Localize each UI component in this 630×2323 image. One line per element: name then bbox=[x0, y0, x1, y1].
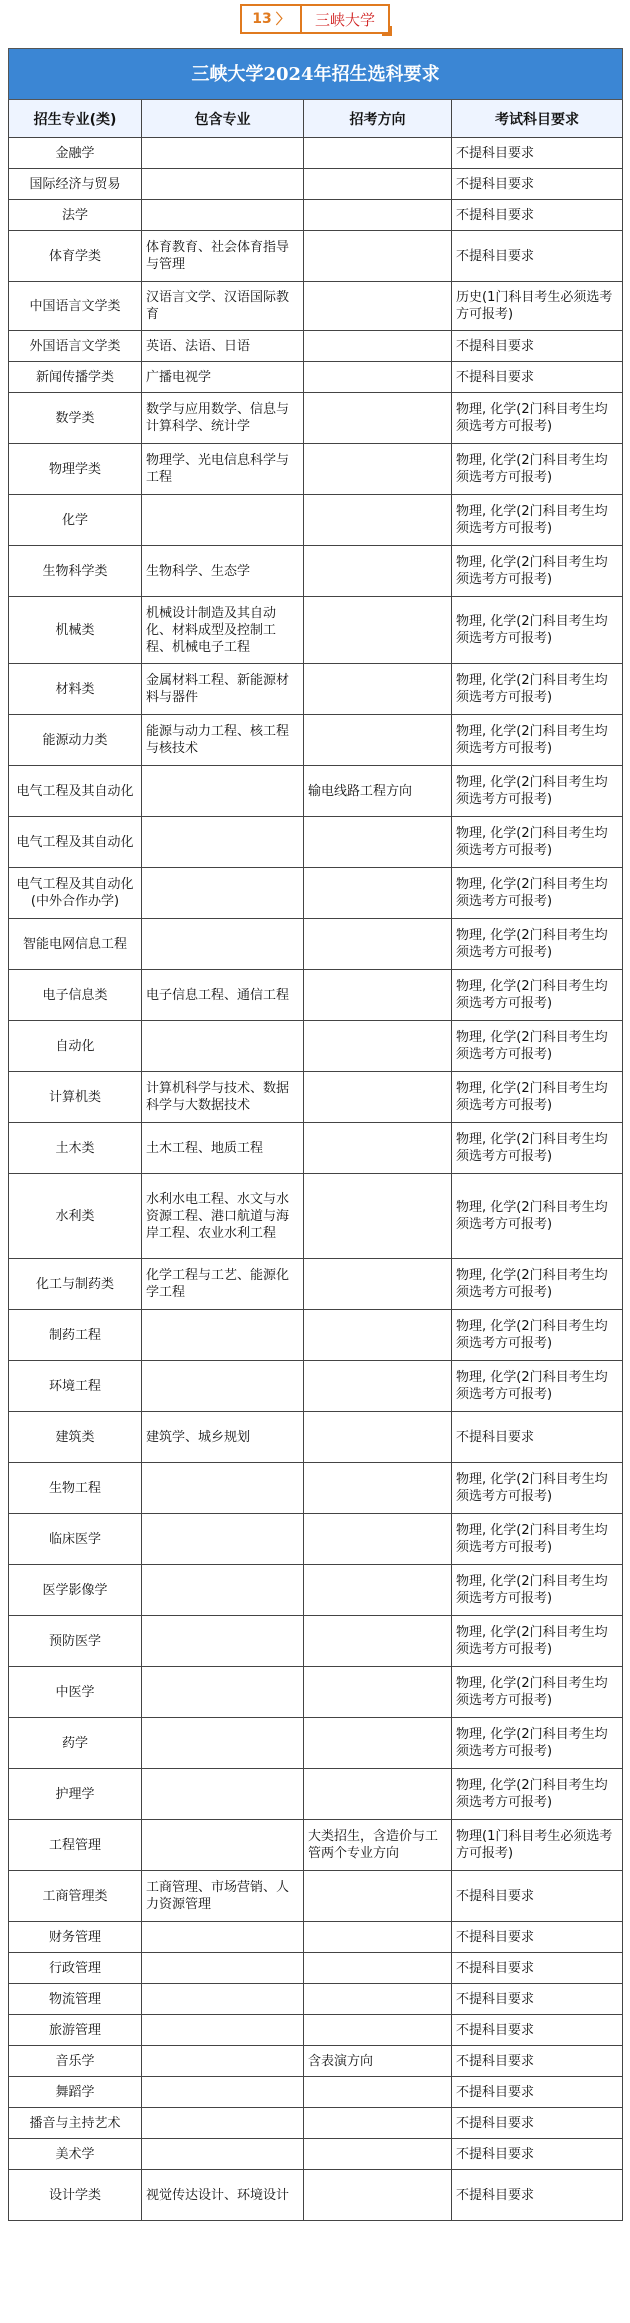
cell-requirement: 不提科目要求 bbox=[452, 2108, 623, 2139]
cell-direction bbox=[304, 331, 452, 362]
cell-includes: 视觉传达设计、环境设计 bbox=[142, 2170, 304, 2221]
table-row bbox=[9, 1922, 623, 1953]
cell-direction bbox=[304, 282, 452, 331]
cell-direction bbox=[304, 1565, 452, 1616]
cell-direction bbox=[304, 1412, 452, 1463]
cell-requirement: 物理, 化学(2门科目考生均须选考方可报考) bbox=[452, 546, 623, 597]
cell-requirement: 物理, 化学(2门科目考生均须选考方可报考) bbox=[452, 597, 623, 664]
cell-major: 医学影像学 bbox=[9, 1565, 142, 1616]
column-header-direction: 招考方向 bbox=[304, 100, 452, 138]
cell-major: 化工与制药类 bbox=[9, 1259, 142, 1310]
cell-direction bbox=[304, 2077, 452, 2108]
table-title: 三峡大学2024年招生选科要求 bbox=[9, 49, 623, 100]
cell-major: 物流管理 bbox=[9, 1984, 142, 2015]
cell-requirement: 不提科目要求 bbox=[452, 2015, 623, 2046]
table-row bbox=[9, 766, 623, 817]
table-body bbox=[9, 138, 623, 2221]
cell-major: 新闻传播学类 bbox=[9, 362, 142, 393]
cell-major: 水利类 bbox=[9, 1174, 142, 1259]
cell-direction bbox=[304, 919, 452, 970]
cell-includes bbox=[142, 1616, 304, 1667]
table-row bbox=[9, 1310, 623, 1361]
cell-direction bbox=[304, 444, 452, 495]
cell-requirement: 物理, 化学(2门科目考生均须选考方可报考) bbox=[452, 919, 623, 970]
cell-major: 法学 bbox=[9, 200, 142, 231]
cell-requirement: 物理, 化学(2门科目考生均须选考方可报考) bbox=[452, 1072, 623, 1123]
cell-direction bbox=[304, 362, 452, 393]
table-row bbox=[9, 2139, 623, 2170]
cell-major: 电子信息类 bbox=[9, 970, 142, 1021]
cell-requirement: 物理, 化学(2门科目考生均须选考方可报考) bbox=[452, 1616, 623, 1667]
table-row bbox=[9, 1361, 623, 1412]
cell-requirement: 物理, 化学(2门科目考生均须选考方可报考) bbox=[452, 1259, 623, 1310]
cell-direction bbox=[304, 1123, 452, 1174]
table-row bbox=[9, 444, 623, 495]
cell-requirement: 物理, 化学(2门科目考生均须选考方可报考) bbox=[452, 444, 623, 495]
cell-requirement: 不提科目要求 bbox=[452, 2170, 623, 2221]
cell-includes: 化学工程与工艺、能源化学工程 bbox=[142, 1259, 304, 1310]
cell-requirement: 物理, 化学(2门科目考生均须选考方可报考) bbox=[452, 1718, 623, 1769]
cell-direction bbox=[304, 1259, 452, 1310]
table-row bbox=[9, 1820, 623, 1871]
cell-direction bbox=[304, 200, 452, 231]
cell-includes bbox=[142, 1984, 304, 2015]
table-row bbox=[9, 919, 623, 970]
cell-major: 临床医学 bbox=[9, 1514, 142, 1565]
cell-requirement: 物理, 化学(2门科目考生均须选考方可报考) bbox=[452, 817, 623, 868]
cell-includes bbox=[142, 200, 304, 231]
table-row bbox=[9, 231, 623, 282]
cell-major: 护理学 bbox=[9, 1769, 142, 1820]
table-row bbox=[9, 1072, 623, 1123]
cell-requirement: 物理, 化学(2门科目考生均须选考方可报考) bbox=[452, 1769, 623, 1820]
cell-major: 自动化 bbox=[9, 1021, 142, 1072]
cell-major: 设计学类 bbox=[9, 2170, 142, 2221]
cell-requirement: 历史(1门科目考生必须选考方可报考) bbox=[452, 282, 623, 331]
cell-requirement: 不提科目要求 bbox=[452, 1984, 623, 2015]
cell-includes bbox=[142, 1514, 304, 1565]
cell-major: 建筑类 bbox=[9, 1412, 142, 1463]
table-row bbox=[9, 715, 623, 766]
cell-includes bbox=[142, 2108, 304, 2139]
cell-includes: 金属材料工程、新能源材料与器件 bbox=[142, 664, 304, 715]
table-row bbox=[9, 546, 623, 597]
cell-requirement: 不提科目要求 bbox=[452, 138, 623, 169]
cell-requirement: 物理, 化学(2门科目考生均须选考方可报考) bbox=[452, 393, 623, 444]
cell-direction bbox=[304, 138, 452, 169]
cell-requirement: 物理, 化学(2门科目考生均须选考方可报考) bbox=[452, 1565, 623, 1616]
cell-major: 化学 bbox=[9, 495, 142, 546]
cell-requirement: 物理, 化学(2门科目考生均须选考方可报考) bbox=[452, 1123, 623, 1174]
cell-requirement: 物理, 化学(2门科目考生均须选考方可报考) bbox=[452, 715, 623, 766]
table-row bbox=[9, 2108, 623, 2139]
cell-major: 中国语言文学类 bbox=[9, 282, 142, 331]
cell-direction bbox=[304, 1361, 452, 1412]
cell-requirement: 不提科目要求 bbox=[452, 200, 623, 231]
cell-requirement: 物理, 化学(2门科目考生均须选考方可报考) bbox=[452, 1361, 623, 1412]
cell-includes: 计算机科学与技术、数据科学与大数据技术 bbox=[142, 1072, 304, 1123]
cell-direction bbox=[304, 817, 452, 868]
cell-requirement: 物理, 化学(2门科目考生均须选考方可报考) bbox=[452, 1463, 623, 1514]
table-row bbox=[9, 1259, 623, 1310]
cell-includes bbox=[142, 2139, 304, 2170]
cell-direction bbox=[304, 2139, 452, 2170]
cell-major: 土木类 bbox=[9, 1123, 142, 1174]
table-row bbox=[9, 1123, 623, 1174]
table-row bbox=[9, 362, 623, 393]
table-row bbox=[9, 282, 623, 331]
table-row bbox=[9, 169, 623, 200]
table-row bbox=[9, 1412, 623, 1463]
cell-major: 环境工程 bbox=[9, 1361, 142, 1412]
cell-includes bbox=[142, 1361, 304, 1412]
cell-requirement: 物理, 化学(2门科目考生均须选考方可报考) bbox=[452, 970, 623, 1021]
cell-direction bbox=[304, 1021, 452, 1072]
cell-includes bbox=[142, 2046, 304, 2077]
chevron-right-icon: 〉 bbox=[275, 12, 290, 28]
table-row bbox=[9, 495, 623, 546]
cell-direction bbox=[304, 1984, 452, 2015]
cell-direction: 含表演方向 bbox=[304, 2046, 452, 2077]
cell-includes: 数学与应用数学、信息与计算科学、统计学 bbox=[142, 393, 304, 444]
table-row bbox=[9, 1984, 623, 2015]
table-row bbox=[9, 1565, 623, 1616]
cell-includes bbox=[142, 2015, 304, 2046]
cell-major: 美术学 bbox=[9, 2139, 142, 2170]
table-row bbox=[9, 597, 623, 664]
cell-includes: 机械设计制造及其自动化、材料成型及控制工程、机械电子工程 bbox=[142, 597, 304, 664]
cell-includes bbox=[142, 1953, 304, 1984]
cell-major: 播音与主持艺术 bbox=[9, 2108, 142, 2139]
cell-requirement: 不提科目要求 bbox=[452, 1953, 623, 1984]
cell-includes: 物理学、光电信息科学与工程 bbox=[142, 444, 304, 495]
cell-requirement: 不提科目要求 bbox=[452, 2046, 623, 2077]
table-row bbox=[9, 1769, 623, 1820]
cell-includes: 广播电视学 bbox=[142, 362, 304, 393]
cell-major: 音乐学 bbox=[9, 2046, 142, 2077]
cell-requirement: 不提科目要求 bbox=[452, 2139, 623, 2170]
cell-requirement: 物理, 化学(2门科目考生均须选考方可报考) bbox=[452, 664, 623, 715]
cell-includes: 土木工程、地质工程 bbox=[142, 1123, 304, 1174]
table-row bbox=[9, 1953, 623, 1984]
cell-direction bbox=[304, 1310, 452, 1361]
cell-major: 能源动力类 bbox=[9, 715, 142, 766]
cell-includes: 建筑学、城乡规划 bbox=[142, 1412, 304, 1463]
cell-includes bbox=[142, 868, 304, 919]
cell-major: 机械类 bbox=[9, 597, 142, 664]
cell-requirement: 不提科目要求 bbox=[452, 331, 623, 362]
cell-includes bbox=[142, 2077, 304, 2108]
cell-direction bbox=[304, 2108, 452, 2139]
cell-includes bbox=[142, 1922, 304, 1953]
cell-major: 材料类 bbox=[9, 664, 142, 715]
cell-includes bbox=[142, 169, 304, 200]
badge-number bbox=[240, 4, 302, 34]
cell-requirement: 物理, 化学(2门科目考生均须选考方可报考) bbox=[452, 1514, 623, 1565]
cell-major: 中医学 bbox=[9, 1667, 142, 1718]
table-row bbox=[9, 1718, 623, 1769]
cell-direction bbox=[304, 1463, 452, 1514]
cell-includes: 水利水电工程、水文与水资源工程、港口航道与海岸工程、农业水利工程 bbox=[142, 1174, 304, 1259]
cell-requirement: 不提科目要求 bbox=[452, 2077, 623, 2108]
cell-major: 舞蹈学 bbox=[9, 2077, 142, 2108]
cell-direction bbox=[304, 597, 452, 664]
cell-includes bbox=[142, 1463, 304, 1514]
cell-major: 外国语言文学类 bbox=[9, 331, 142, 362]
cell-major: 体育学类 bbox=[9, 231, 142, 282]
cell-direction bbox=[304, 1514, 452, 1565]
cell-direction bbox=[304, 1174, 452, 1259]
cell-direction bbox=[304, 664, 452, 715]
table-row bbox=[9, 1463, 623, 1514]
cell-requirement: 物理, 化学(2门科目考生均须选考方可报考) bbox=[452, 1021, 623, 1072]
requirements-table-wrapper bbox=[8, 48, 622, 2221]
cell-requirement: 物理(1门科目考生必须选考方可报考) bbox=[452, 1820, 623, 1871]
cell-major: 药学 bbox=[9, 1718, 142, 1769]
cell-includes bbox=[142, 138, 304, 169]
cell-direction bbox=[304, 495, 452, 546]
cell-includes bbox=[142, 1718, 304, 1769]
badge-university-name: 三峡大学 bbox=[302, 4, 390, 34]
cell-major: 国际经济与贸易 bbox=[9, 169, 142, 200]
table-row bbox=[9, 1514, 623, 1565]
table-title-row bbox=[9, 49, 623, 100]
cell-direction bbox=[304, 2170, 452, 2221]
table-row bbox=[9, 664, 623, 715]
cell-requirement: 不提科目要求 bbox=[452, 1922, 623, 1953]
cell-requirement: 不提科目要求 bbox=[452, 169, 623, 200]
cell-requirement: 物理, 化学(2门科目考生均须选考方可报考) bbox=[452, 1667, 623, 1718]
table-row bbox=[9, 970, 623, 1021]
cell-includes bbox=[142, 1667, 304, 1718]
cell-includes bbox=[142, 919, 304, 970]
table-row bbox=[9, 1667, 623, 1718]
cell-direction bbox=[304, 169, 452, 200]
cell-includes bbox=[142, 1769, 304, 1820]
cell-direction bbox=[304, 393, 452, 444]
cell-direction bbox=[304, 1616, 452, 1667]
cell-major: 金融学 bbox=[9, 138, 142, 169]
cell-direction bbox=[304, 970, 452, 1021]
cell-direction bbox=[304, 1871, 452, 1922]
cell-major: 生物工程 bbox=[9, 1463, 142, 1514]
table-row bbox=[9, 2015, 623, 2046]
cell-major: 工商管理类 bbox=[9, 1871, 142, 1922]
cell-requirement: 物理, 化学(2门科目考生均须选考方可报考) bbox=[452, 766, 623, 817]
requirements-table bbox=[8, 48, 623, 2221]
cell-major: 行政管理 bbox=[9, 1953, 142, 1984]
cell-requirement: 物理, 化学(2门科目考生均须选考方可报考) bbox=[452, 868, 623, 919]
table-row bbox=[9, 1871, 623, 1922]
cell-direction bbox=[304, 868, 452, 919]
cell-major: 预防医学 bbox=[9, 1616, 142, 1667]
cell-major: 工程管理 bbox=[9, 1820, 142, 1871]
cell-requirement: 不提科目要求 bbox=[452, 1412, 623, 1463]
cell-direction bbox=[304, 231, 452, 282]
cell-includes bbox=[142, 1565, 304, 1616]
cell-direction bbox=[304, 1718, 452, 1769]
cell-direction bbox=[304, 1922, 452, 1953]
column-header-major: 招生专业(类) bbox=[9, 100, 142, 138]
table-row bbox=[9, 1616, 623, 1667]
cell-direction bbox=[304, 715, 452, 766]
cell-major: 智能电网信息工程 bbox=[9, 919, 142, 970]
table-row bbox=[9, 1021, 623, 1072]
cell-direction: 输电线路工程方向 bbox=[304, 766, 452, 817]
table-row bbox=[9, 1174, 623, 1259]
cell-direction bbox=[304, 1953, 452, 1984]
cell-includes: 体育教育、社会体育指导与管理 bbox=[142, 231, 304, 282]
cell-major: 电气工程及其自动化 bbox=[9, 766, 142, 817]
table-row bbox=[9, 2170, 623, 2221]
cell-includes bbox=[142, 1310, 304, 1361]
cell-major: 旅游管理 bbox=[9, 2015, 142, 2046]
cell-direction: 大类招生，含造价与工管两个专业方向 bbox=[304, 1820, 452, 1871]
cell-includes bbox=[142, 766, 304, 817]
cell-requirement: 物理, 化学(2门科目考生均须选考方可报考) bbox=[452, 495, 623, 546]
cell-direction bbox=[304, 1667, 452, 1718]
table-row bbox=[9, 393, 623, 444]
cell-direction bbox=[304, 1072, 452, 1123]
cell-includes bbox=[142, 495, 304, 546]
cell-major: 生物科学类 bbox=[9, 546, 142, 597]
cell-direction bbox=[304, 1769, 452, 1820]
page-badge bbox=[240, 4, 390, 34]
cell-major: 电气工程及其自动化(中外合作办学) bbox=[9, 868, 142, 919]
table-row bbox=[9, 331, 623, 362]
cell-includes: 工商管理、市场营销、人力资源管理 bbox=[142, 1871, 304, 1922]
column-header-includes: 包含专业 bbox=[142, 100, 304, 138]
badge-number-text: 13 bbox=[252, 11, 272, 27]
cell-requirement: 不提科目要求 bbox=[452, 231, 623, 282]
cell-includes: 电子信息工程、通信工程 bbox=[142, 970, 304, 1021]
table-row bbox=[9, 868, 623, 919]
cell-requirement: 物理, 化学(2门科目考生均须选考方可报考) bbox=[452, 1310, 623, 1361]
cell-direction bbox=[304, 2015, 452, 2046]
column-header-requirement: 考试科目要求 bbox=[452, 100, 623, 138]
cell-includes: 汉语言文学、汉语国际教育 bbox=[142, 282, 304, 331]
cell-requirement: 不提科目要求 bbox=[452, 1871, 623, 1922]
cell-includes bbox=[142, 817, 304, 868]
cell-major: 财务管理 bbox=[9, 1922, 142, 1953]
cell-includes bbox=[142, 1820, 304, 1871]
cell-includes: 英语、法语、日语 bbox=[142, 331, 304, 362]
cell-includes: 生物科学、生态学 bbox=[142, 546, 304, 597]
table-row bbox=[9, 2046, 623, 2077]
table-row bbox=[9, 2077, 623, 2108]
cell-includes bbox=[142, 1021, 304, 1072]
table-row bbox=[9, 138, 623, 169]
table-row bbox=[9, 817, 623, 868]
table-row bbox=[9, 200, 623, 231]
cell-major: 电气工程及其自动化 bbox=[9, 817, 142, 868]
cell-major: 计算机类 bbox=[9, 1072, 142, 1123]
cell-major: 物理学类 bbox=[9, 444, 142, 495]
cell-major: 制药工程 bbox=[9, 1310, 142, 1361]
cell-requirement: 物理, 化学(2门科目考生均须选考方可报考) bbox=[452, 1174, 623, 1259]
cell-requirement: 不提科目要求 bbox=[452, 362, 623, 393]
cell-direction bbox=[304, 546, 452, 597]
table-header-row bbox=[9, 100, 623, 138]
cell-major: 数学类 bbox=[9, 393, 142, 444]
cell-includes: 能源与动力工程、核工程与核技术 bbox=[142, 715, 304, 766]
